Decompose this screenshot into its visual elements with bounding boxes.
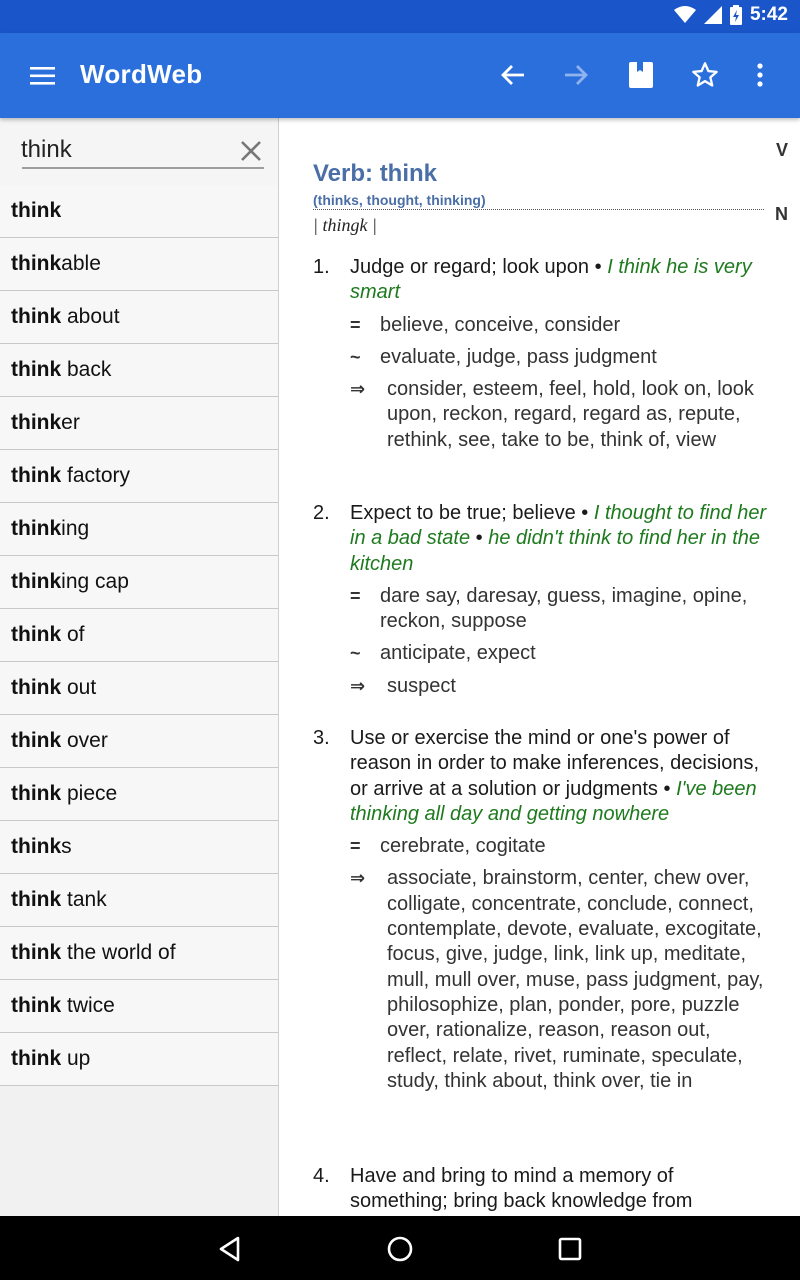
sense-number: 1.: [313, 256, 330, 278]
synonyms-row: = cerebrate, cogitate: [350, 834, 768, 859]
signal-icon: [704, 6, 722, 24]
tilde-icon: ~: [350, 346, 361, 367]
word-list-item[interactable]: [0, 980, 278, 1033]
sense-gloss: Have and bring to mind a memory of something; bring back knowledge from: [350, 1165, 693, 1213]
entry-forms: (thinks, thought, thinking): [313, 192, 764, 210]
match-text: think: [11, 464, 62, 487]
back-arrow-icon[interactable]: [493, 55, 533, 95]
tilde-icon: ~: [350, 643, 361, 664]
synonyms-row: = believe, conceive, consider: [350, 313, 768, 338]
sense-3: [313, 726, 768, 1094]
index-letter-n[interactable]: N: [775, 204, 788, 224]
suffix-text: of: [61, 623, 85, 646]
word-list-item[interactable]: [0, 927, 278, 980]
word-list-item[interactable]: [0, 450, 278, 503]
word-list-item[interactable]: [0, 344, 278, 397]
word-list-item[interactable]: [0, 768, 278, 821]
app-title: WordWeb: [80, 59, 203, 89]
word-list: [0, 185, 278, 1086]
suffix-text: ing: [61, 517, 90, 540]
status-bar: [0, 0, 800, 33]
back-icon[interactable]: [214, 1233, 246, 1265]
word-list-item[interactable]: [0, 291, 278, 344]
suffix-text: over: [61, 729, 108, 752]
suffix-text: s: [61, 835, 72, 858]
word-list-item[interactable]: [0, 874, 278, 927]
sense-number: 2.: [313, 502, 330, 524]
menu-icon[interactable]: [28, 61, 58, 91]
similar-row: ~ evaluate, judge, pass judgment: [350, 345, 768, 370]
sense-number: 3.: [313, 727, 330, 749]
word-list-item[interactable]: [0, 238, 278, 291]
word-list-item[interactable]: [0, 1033, 278, 1086]
match-text: think: [11, 623, 62, 646]
word-list-item[interactable]: [0, 715, 278, 768]
word-list-item[interactable]: [0, 662, 278, 715]
sense-gloss: Judge or regard; look upon • I think he is very smart: [350, 256, 752, 304]
search-input[interactable]: think: [21, 136, 72, 163]
sense-2: [313, 501, 768, 699]
similar-row: ~ anticipate, expect: [350, 641, 768, 666]
equals-icon: =: [350, 585, 361, 606]
sense-gloss: Expect to be true; believe • I thought to find her in a bad state • he didn't think to find her in the kitchen: [350, 502, 767, 575]
forward-arrow-icon[interactable]: [556, 55, 596, 95]
suffix-text: er: [61, 411, 80, 434]
match-text: think: [11, 888, 62, 911]
see-also-row: ⇒ consider, esteem, feel, hold, look on, look upon, reckon, regard, regard as, repute, rethink, see, take to be, think of, view: [350, 378, 754, 451]
sense-1: [313, 255, 768, 453]
double-arrow-icon: ⇒: [350, 868, 366, 889]
sense-gloss: Use or exercise the mind or one's power of reason in order to make inferences, decisions, or arrive at a solution or judgments • I've been thinking all day and getting nowhere: [350, 727, 760, 825]
word-list-item[interactable]: [0, 185, 278, 238]
word-list-item[interactable]: [0, 821, 278, 874]
match-text: think: [11, 199, 62, 222]
word-list-item[interactable]: [0, 556, 278, 609]
word-list-panel: [0, 118, 279, 1216]
more-options-icon[interactable]: [740, 55, 780, 95]
status-time: 5:42: [749, 4, 788, 25]
recents-icon[interactable]: [554, 1233, 586, 1265]
suffix-text: back: [61, 358, 112, 381]
suffix-text: tank: [61, 888, 107, 911]
suffix-text: piece: [61, 782, 118, 805]
entry-heading: Verb: think: [313, 160, 438, 187]
match-text: think: [11, 1047, 62, 1070]
word-list-item[interactable]: [0, 609, 278, 662]
home-icon[interactable]: [384, 1233, 416, 1265]
suffix-text: about: [61, 305, 120, 328]
suffix-text: up: [61, 1047, 91, 1070]
match-text: think: [11, 411, 62, 434]
example: I've been thinking all day and getting nowhere: [350, 777, 757, 825]
suffix-text: out: [61, 676, 97, 699]
see-also-row: ⇒ associate, brainstorm, center, chew over, colligate, concentrate, conclude, connect, contemplate, devote, evaluate, excogitate, focus, give, judge, link, link up, meditate, mull, mull over, muse, pass judgment, pay, philosophize, plan, ponder, pore, puzzle over, rationalize, reason, reason out, reflect, relate, rivet, ruminate, speculate, study, think about, think over, tie in: [350, 867, 764, 1092]
match-text: think: [11, 252, 62, 275]
synonyms-row: = dare say, daresay, guess, imagine, opine, reckon, suppose: [350, 584, 748, 633]
book-icon[interactable]: [621, 55, 661, 95]
suffix-text: able: [61, 252, 101, 275]
double-arrow-icon: ⇒: [350, 379, 366, 400]
sense-number: 4.: [313, 1165, 330, 1187]
index-letter-v[interactable]: V: [775, 140, 788, 160]
match-text: think: [11, 517, 62, 540]
match-text: think: [11, 570, 62, 593]
match-text: think: [11, 676, 62, 699]
match-text: think: [11, 835, 62, 858]
sense-4: [313, 1164, 768, 1215]
suffix-text: ing cap: [61, 570, 129, 593]
word-list-item[interactable]: [0, 397, 278, 450]
battery-icon: [730, 5, 742, 25]
suffix-text: twice: [61, 994, 115, 1017]
match-text: think: [11, 782, 62, 805]
double-arrow-icon: ⇒: [350, 675, 366, 696]
search-underline: [22, 167, 264, 169]
suffix-text: the world of: [61, 941, 176, 964]
system-nav-bar: [0, 1216, 800, 1280]
example: I think he is very smart: [350, 256, 752, 304]
match-text: think: [11, 358, 62, 381]
example: he didn't think to find her in the kitchen: [350, 527, 761, 575]
clear-icon[interactable]: [238, 138, 264, 164]
example: I thought to find her in a bad state: [350, 502, 767, 550]
pronunciation: | thingk |: [313, 215, 377, 235]
star-icon[interactable]: [685, 55, 725, 95]
equals-icon: =: [350, 314, 361, 335]
search-box: [0, 118, 278, 185]
see-also-row: ⇒ suspect: [350, 674, 768, 699]
definition-panel: [280, 118, 800, 1216]
match-text: think: [11, 941, 62, 964]
app-bar: [0, 33, 800, 118]
match-text: think: [11, 994, 62, 1017]
wifi-icon: [674, 6, 696, 24]
match-text: think: [11, 305, 62, 328]
suffix-text: factory: [61, 464, 131, 487]
match-text: think: [11, 729, 62, 752]
word-list-item[interactable]: [0, 503, 278, 556]
equals-icon: =: [350, 836, 361, 857]
